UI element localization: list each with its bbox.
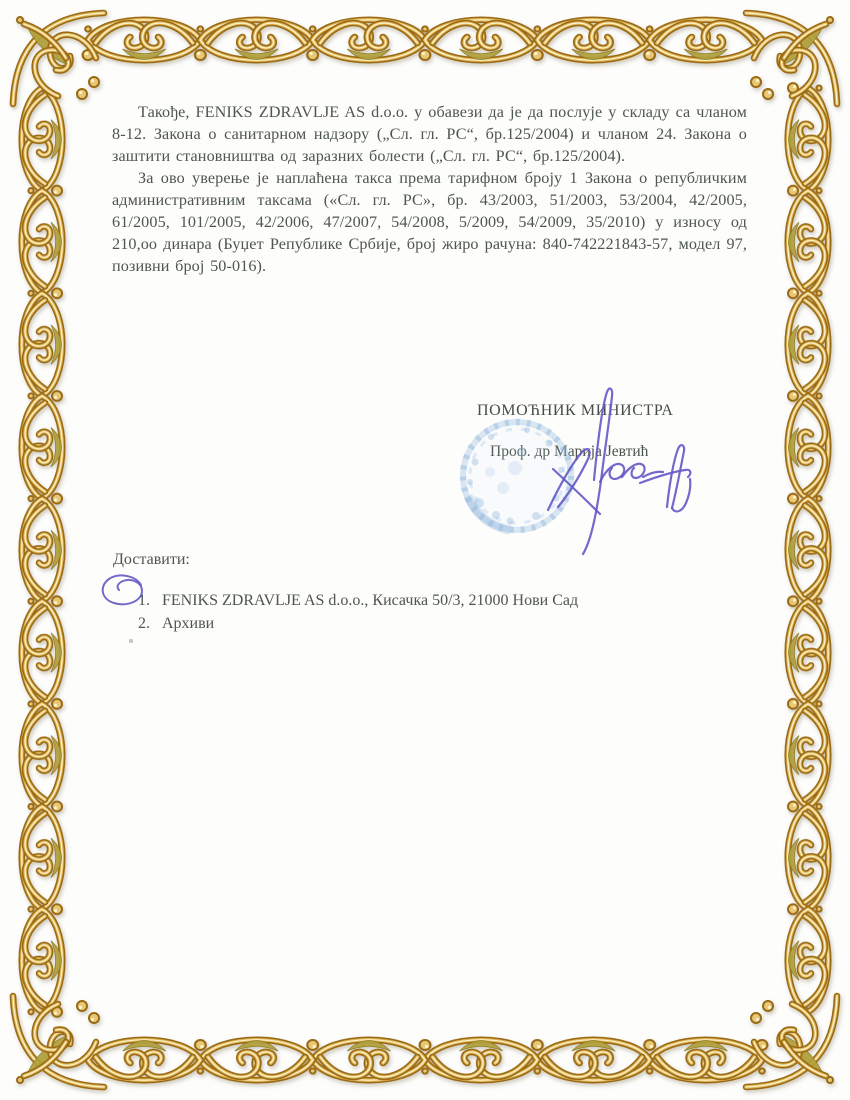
distribution-list xyxy=(113,551,578,635)
list-item-text: Архиви xyxy=(162,615,215,632)
list-item-number: 2. xyxy=(138,615,150,632)
distribution-heading: Доставити: xyxy=(113,551,190,568)
signer-name: Проф. др Марија Јевтић xyxy=(490,443,649,460)
paragraph-compliance: Такође, FENIKS ZDRAVLJE AS d.o.o. у обавези да је да послује у складу са чланом 8-12. Закона о санитарном надзору („Сл. гл. РС“, бр.125/2004) и чланом 24. Закона о заштити становништва од заразних болести („Сл. гл. РС“, бр.125/2004). xyxy=(112,103,747,165)
body-text xyxy=(112,101,747,277)
list-item xyxy=(138,612,578,635)
list-item xyxy=(138,589,578,612)
list-item-text: FENIKS ZDRAVLJE AS d.o.o., Кисачка 50/3, 21000 Нови Сад xyxy=(162,592,579,609)
signer-title: ПОМОЋНИК МИНИСТРА xyxy=(477,402,674,419)
list-item-number: 1. xyxy=(138,592,150,609)
paragraph-tax: За ово уверење је наплаћена такса према тарифном броју 1 Закона о републичким административним таксама («Сл. гл. РС», бр. 43/2003, 51/2003, 53/2004, 42/2005, 61/2005, 101/2005, 42/2006, 47/2007, 54/2008, 5/2009, 54/2009, 35/2010) у износу од 210,оо динара (Буџет Републике Србије, број жиро рачуна: 840-742221843-57, модел 97, позивни број 50-016). xyxy=(112,169,747,275)
scan-speck xyxy=(129,639,133,643)
